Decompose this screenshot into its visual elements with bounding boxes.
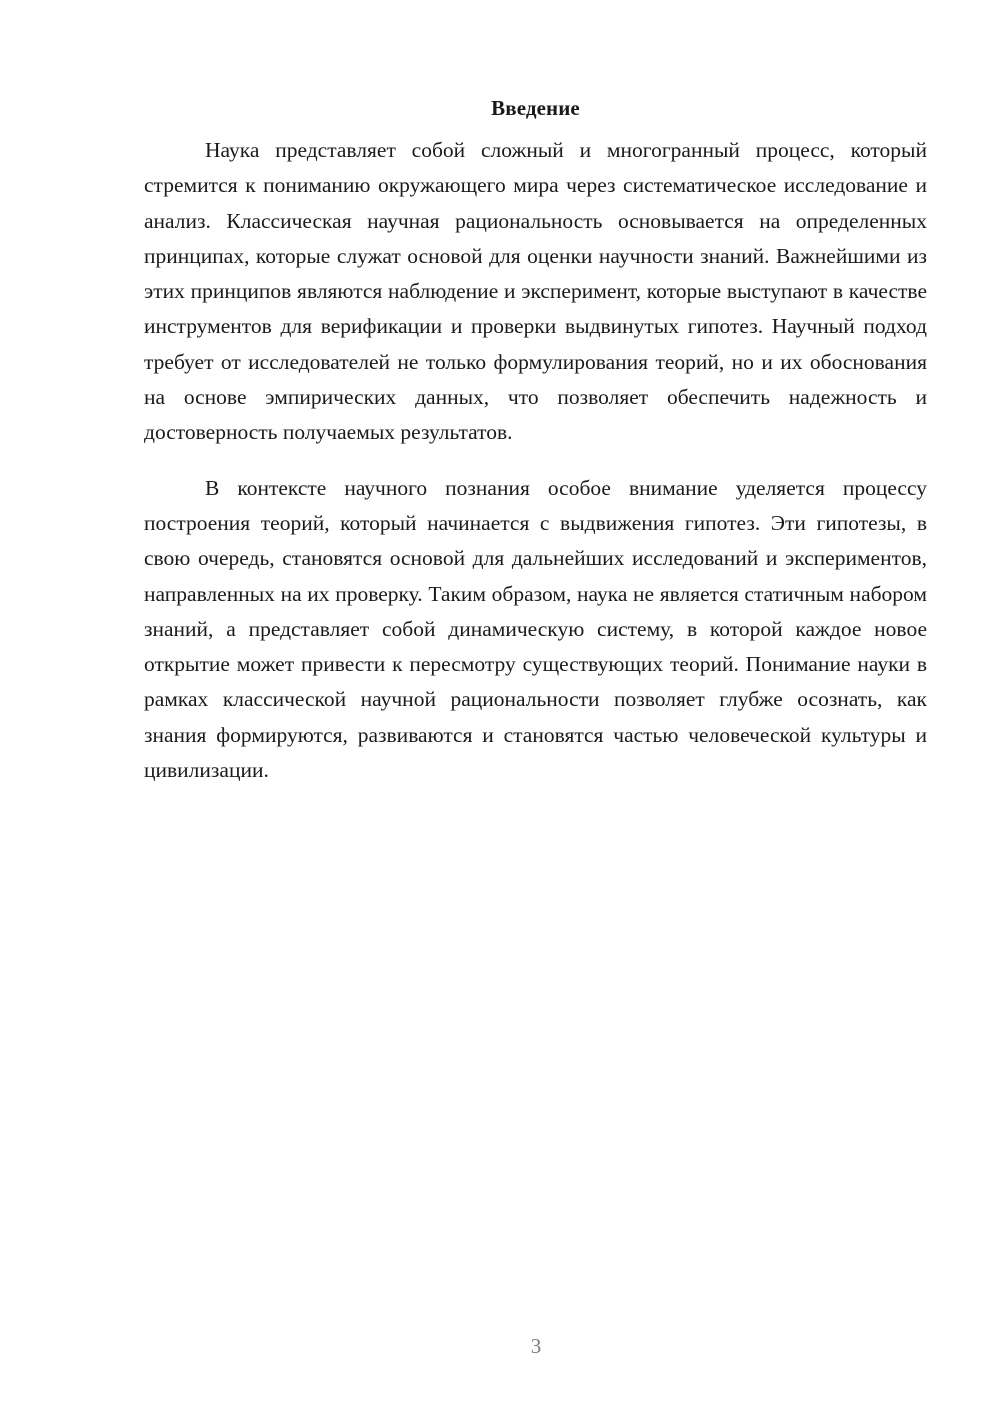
paragraph-2: В контексте научного познания особое внимание уделяется процессу построения теорий, который начинается с выдвижения гипотез. Эти гипотезы, в свою очередь, становятся основой для дальнейших исследований и экспериментов, направленных на их проверку. Таким образом, наука не является статичным набором знаний, а представляет собой динамическую систему, в которой каждое новое открытие может привести к пересмотру существующих теорий. Понимание науки в рамках классической научной рациональности позволяет глубже осознать, как знания формируются, развиваются и становятся частью человеческой культуры и цивилизации. (144, 475, 927, 783)
page-number: 3 (530, 1334, 542, 1358)
paragraph-1: Наука представляет собой сложный и многогранный процесс, который стремится к пониманию окружающего мира через систематическое исследование и анализ. Классическая научная рациональность основывается на определенных принципах, которые служат основой для оценки научности знаний. Важнейшими из этих принципов являются наблюдение и эксперимент, которые выступают в качестве инструментов для верификации и проверки выдвинутых гипотез. Научный подход требует от исследователей не только формулирования теорий, но и их обоснования на основе эмпирических данных, что позволяет обеспечить надежность и достоверность получаемых результатов. (144, 138, 927, 445)
section-heading: Введение (491, 96, 580, 120)
page-content (144, 96, 927, 788)
